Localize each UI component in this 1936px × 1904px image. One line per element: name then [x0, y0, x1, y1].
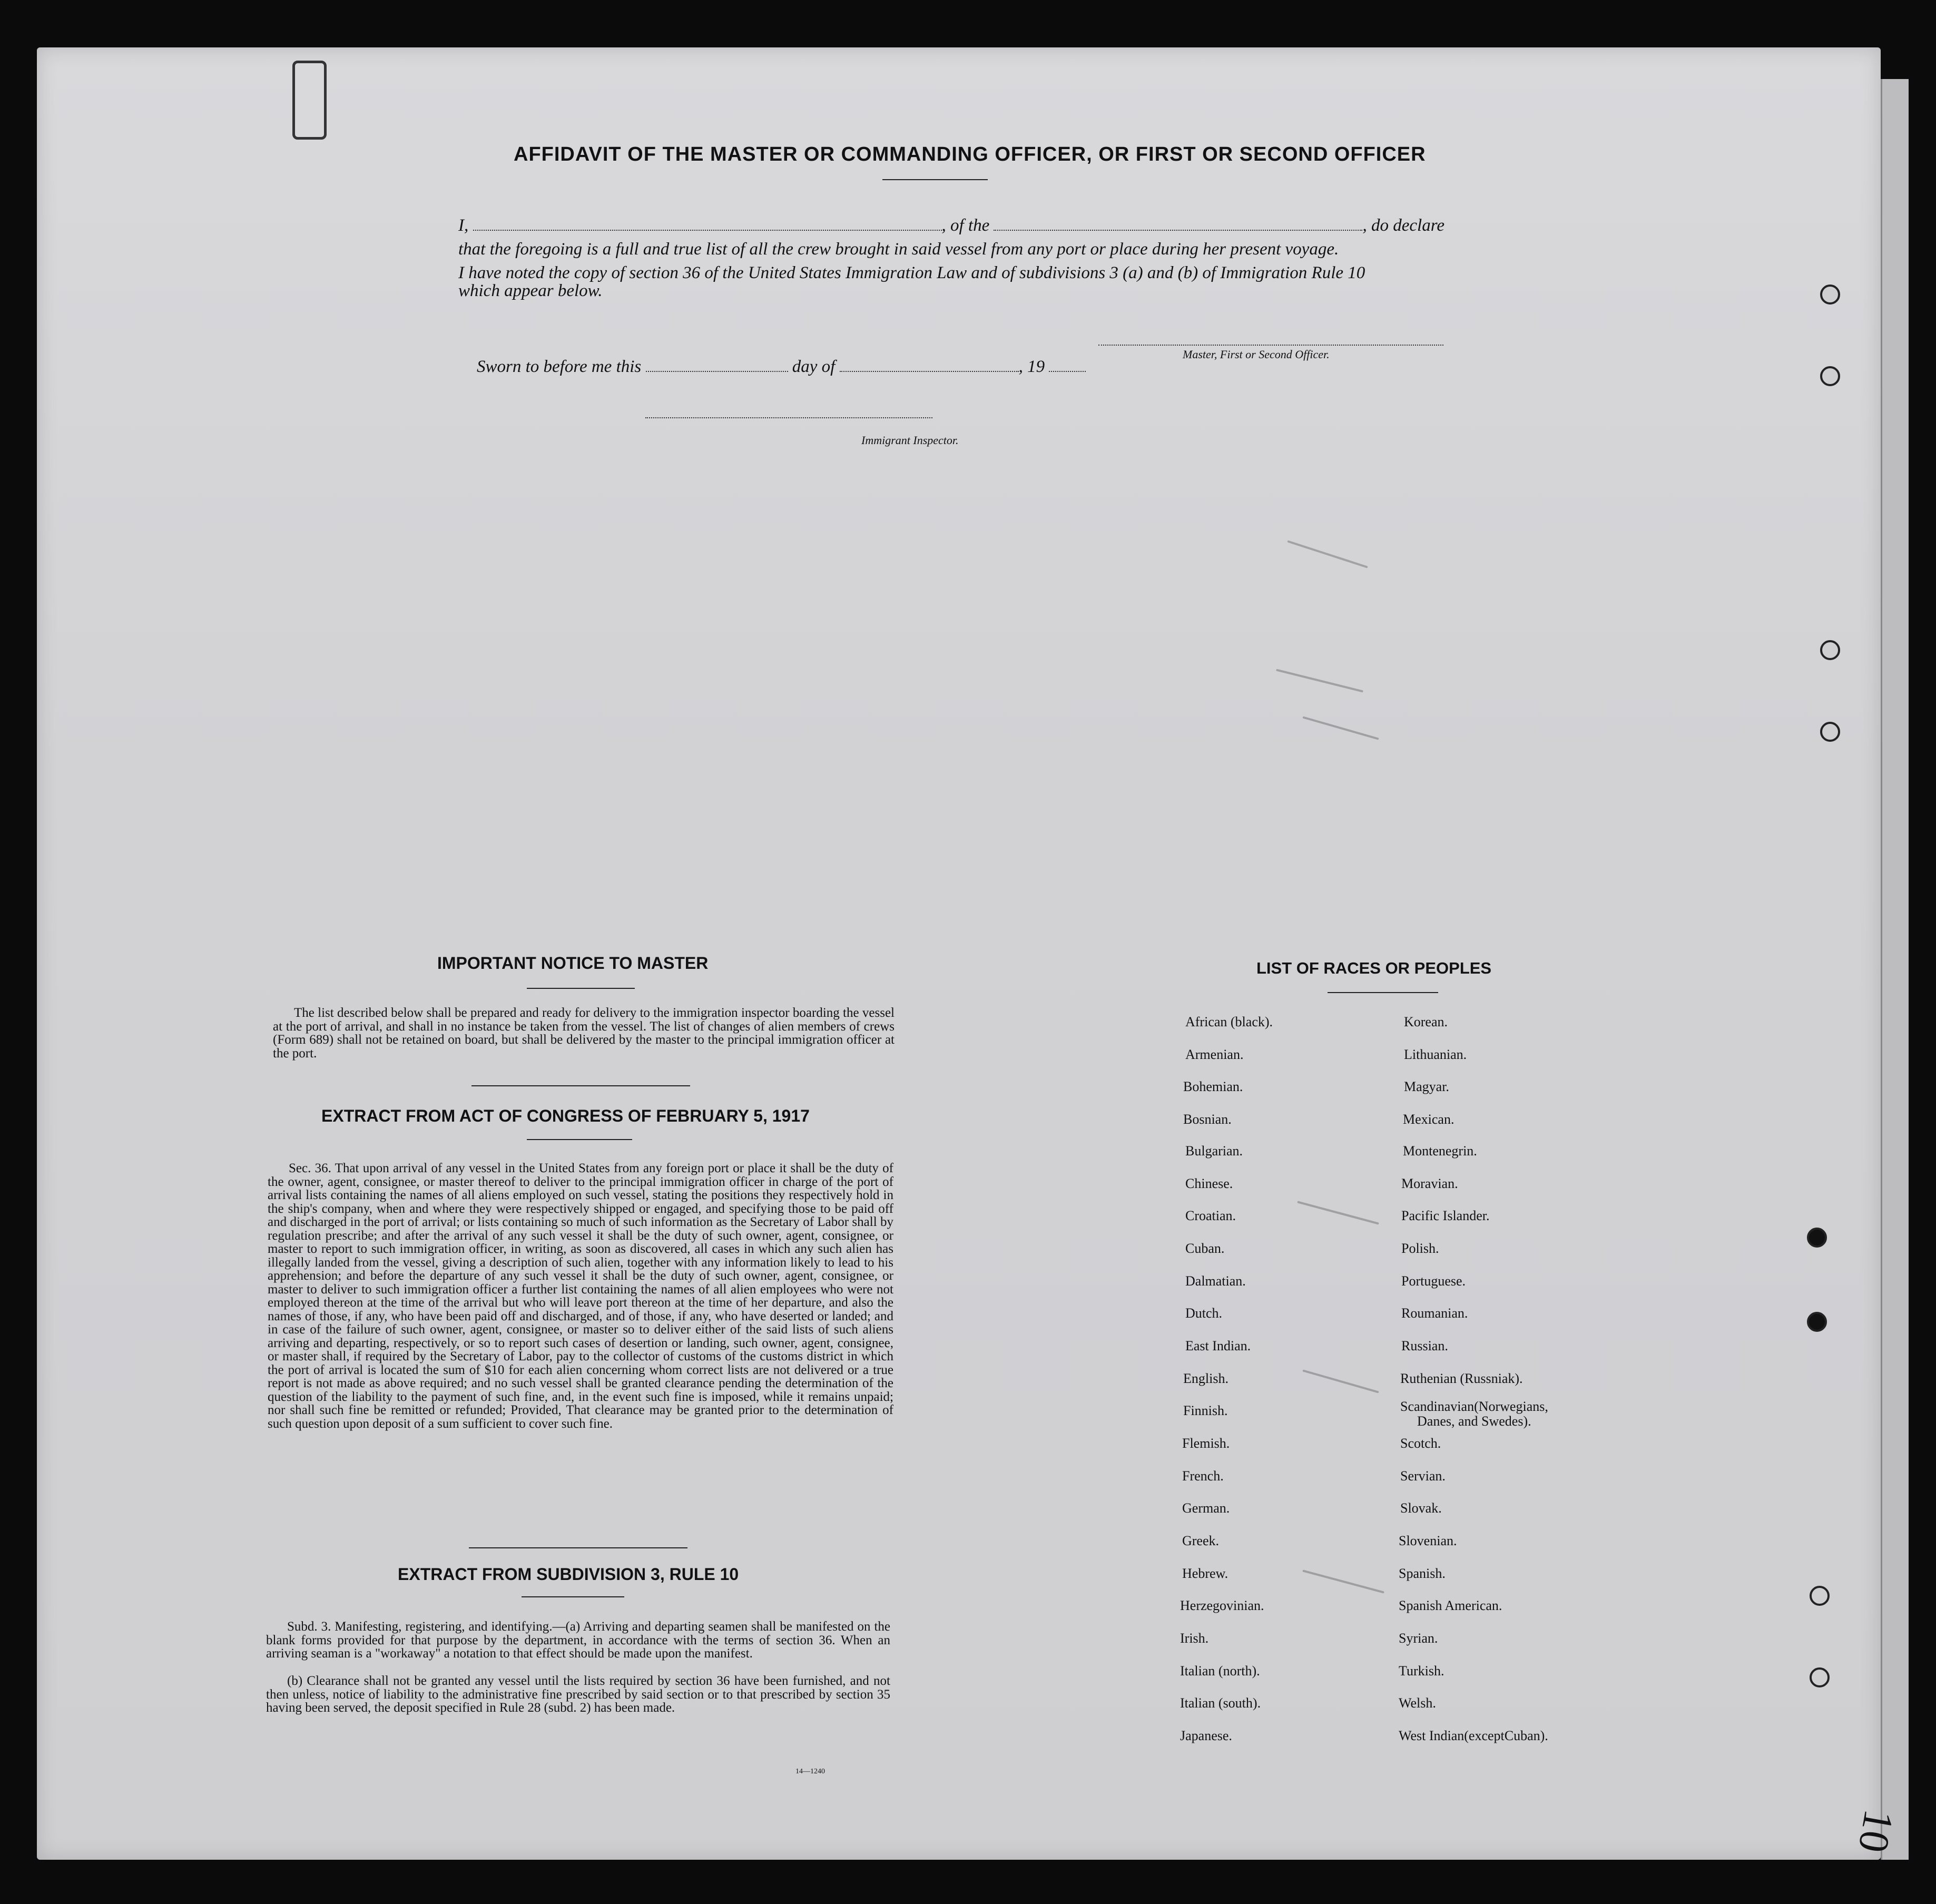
race-item: Spanish. [1399, 1566, 1446, 1581]
race-item: Montenegrin. [1403, 1143, 1477, 1159]
inspector-signature-line[interactable] [645, 416, 932, 418]
race-item: Bulgarian. [1185, 1143, 1243, 1159]
race-item: Dalmatian. [1185, 1273, 1246, 1289]
sworn-month-blank[interactable] [840, 360, 1019, 372]
rule-extract-text-a: Subd. 3. Manifesting, registering, and identifying.—(a) Arriving and departing seamen shall be manifested on the blank forms provided for that purpose by the department, in accordance with the terms of section 36. When an arriving seaman is a "workaway" a notation to that effect should be made upon the manifest. [266, 1620, 890, 1661]
race-item: Flemish. [1182, 1436, 1230, 1451]
race-item: Slovak. [1400, 1500, 1442, 1516]
binder-hole [1810, 1586, 1830, 1606]
race-item: Roumanian. [1401, 1306, 1468, 1321]
binder-hole [1807, 1312, 1827, 1332]
sworn-line [477, 357, 1086, 377]
notice-divider [527, 988, 635, 989]
binder-hole [1820, 284, 1840, 305]
affidavit-line-3: I have noted the copy of section 36 of the United States Immigration Law and of subdivisions 3 (a) and (b) of Immigration Rule 10 [458, 263, 1365, 282]
race-item: Welsh. [1399, 1695, 1436, 1711]
document-sheet [37, 47, 1881, 1860]
affidavit-i: I, [458, 216, 469, 235]
binder-hole [1820, 722, 1840, 742]
race-item: Scotch. [1400, 1436, 1441, 1451]
race-item: Magyar. [1404, 1079, 1449, 1094]
affidavit-line-2: that the foregoing is a full and true list of all the crew brought in said vessel from any port or place during her present voyage. [458, 240, 1339, 259]
race-item: Ruthenian (Russniak). [1400, 1371, 1523, 1386]
race-item: Syrian. [1399, 1631, 1438, 1646]
act-divider [527, 1139, 632, 1140]
race-item: Herzegovinian. [1180, 1598, 1264, 1613]
race-item: Bosnian. [1183, 1112, 1232, 1127]
race-item: Moravian. [1401, 1176, 1458, 1191]
race-item: Croatian. [1185, 1208, 1236, 1223]
title-divider [882, 179, 988, 180]
binder-hole [1807, 1228, 1827, 1248]
notice-title: IMPORTANT NOTICE TO MASTER [437, 954, 709, 973]
race-item: Italian (north). [1180, 1663, 1260, 1679]
races-title: LIST OF RACES OR PEOPLES [1256, 959, 1492, 977]
sworn-label: Sworn to before me this [477, 357, 642, 376]
notice-text: The list described below shall be prepared and ready for delivery to the immigration inspector boarding the vessel at the port of arrival, and shall in no instance be taken from the vessel. The list of changes of alien members of crews (Form 689) shall not be retained on board, but shall be delivered by the master to the principal immigration officer at the port. [273, 1006, 895, 1061]
race-item: Pacific Islander. [1401, 1208, 1490, 1223]
race-item: Korean. [1404, 1014, 1448, 1029]
race-item: Portuguese. [1401, 1273, 1466, 1289]
act-extract-title: EXTRACT FROM ACT OF CONGRESS OF FEBRUARY 5, 1917 [321, 1106, 810, 1125]
race-item: French. [1182, 1468, 1224, 1484]
sworn-year-blank[interactable] [1049, 360, 1086, 372]
race-item: Danes, and Swedes). [1417, 1414, 1531, 1429]
inspector-caption: Immigrant Inspector. [861, 434, 959, 447]
race-item: Polish. [1401, 1241, 1439, 1256]
race-item: Greek. [1182, 1533, 1220, 1548]
race-item: Irish. [1180, 1631, 1209, 1646]
race-item: English. [1183, 1371, 1229, 1386]
master-caption: Master, First or Second Officer. [1183, 348, 1330, 361]
race-item: Lithuanian. [1404, 1047, 1467, 1062]
section-divider [469, 1547, 687, 1548]
paper-clip [292, 61, 327, 140]
race-item: African (black). [1185, 1014, 1273, 1029]
race-item: Bohemian. [1183, 1079, 1243, 1094]
race-item: Chinese. [1185, 1176, 1233, 1191]
race-item: Slovenian. [1399, 1533, 1457, 1548]
vessel-blank[interactable] [994, 219, 1362, 231]
handwritten-page-number: 10 [1849, 1806, 1902, 1856]
rule-divider [522, 1596, 624, 1597]
rule-extract-text-b: (b) Clearance shall not be granted any vessel until the lists required by section 36 have been furnished, and not then unless, notice of liability to the administrative fine prescribed by said section or to that prescribed by section 35 having been served, the deposit specified in Rule 28 (subd. 2) has been made. [266, 1674, 890, 1715]
race-item: Japanese. [1180, 1728, 1232, 1743]
binder-hole [1820, 366, 1840, 386]
binder-hole [1810, 1667, 1830, 1687]
race-item: Italian (south). [1180, 1695, 1261, 1711]
affidavit-line-4: which appear below. [458, 281, 603, 300]
day-of-label: day of [792, 357, 836, 376]
race-item: Cuban. [1185, 1241, 1225, 1256]
race-item: West Indian(exceptCuban). [1399, 1728, 1548, 1743]
name-blank[interactable] [473, 219, 942, 231]
act-extract-text: Sec. 36. That upon arrival of any vessel in the United States from any foreign port or place it shall be the duty of the owner, agent, consignee, or master thereof to deliver to the principal immigration officer in charge of the port of arrival lists containing the names of all aliens employed on such vessel, stating the positions they respectively hold in the ship's company, when and where they were respectively shipped or engaged, and specifying those to be paid off and discharged in the port of arrival; or lists containing so much of such information as the Secretary of Labor shall by regulation prescribe; and after the arrival of any such vessel it shall be the duty of such owner, agent, consignee, or master to report to such immigration officer, in writing, as soon as discovered, all cases in which any such alien has illegally landed from the vessel, giving a description of such alien, together with any information likely to lead to his apprehension; and before the departure of any such vessel it shall be the duty of such owner, agent, consignee, or master to deliver to such immigration officer a further list containing the names of all alien employees who were not employed thereon at the time of the arrival but who will leave port thereon at the time of her departure, and also the names of those, if any, who have been paid off and discharged, and of those, if any, who have deserted or landed; and in case of the failure of such owner, agent, consignee, or master so to deliver either of the said lists of such aliens arriving and departing, respectively, or so to report such cases of desertion or landing, such owner, agent, consignee, or master shall, if required by the Secretary of Labor, pay to the collector of customs of the customs district in which the port of arrival is located the sum of $10 for each alien concerning whom correct lists are not delivered or a true report is not made as above required; and no such vessel shall be granted clearance pending the determination of the question of the liability to the payment of such fine, and, in the event such fine is imposed, while it remains unpaid; nor shall such fine be remitted or refunded; Provided, That clearance may be granted prior to the determination of such question upon deposit of a sum sufficient to cover such fine. [268, 1161, 893, 1431]
affidavit-line-1 [458, 216, 1444, 235]
section-divider [471, 1085, 690, 1086]
race-item: Scandinavian(Norwegians, [1400, 1399, 1548, 1414]
race-item: Finnish. [1183, 1403, 1228, 1418]
races-divider [1328, 992, 1438, 993]
race-item: Mexican. [1403, 1112, 1455, 1127]
race-item: East Indian. [1185, 1338, 1251, 1353]
binder-hole [1820, 640, 1840, 660]
race-item: Armenian. [1185, 1047, 1244, 1062]
race-item: Servian. [1400, 1468, 1446, 1484]
race-item: German. [1182, 1500, 1230, 1516]
affidavit-of-the: , of the [941, 216, 990, 235]
race-item: Dutch. [1185, 1306, 1223, 1321]
affidavit-declare: , do declare [1362, 216, 1444, 235]
race-item: Hebrew. [1182, 1566, 1229, 1581]
race-item: Spanish American. [1399, 1598, 1502, 1613]
year-label: , 19 [1018, 357, 1045, 376]
underlying-sheet-edge [1881, 79, 1909, 1860]
rule-extract-title: EXTRACT FROM SUBDIVISION 3, RULE 10 [398, 1565, 739, 1584]
master-signature-line[interactable] [1098, 343, 1443, 346]
race-item: Turkish. [1399, 1663, 1444, 1679]
race-item: Russian. [1401, 1338, 1448, 1353]
affidavit-title: AFFIDAVIT OF THE MASTER OR COMMANDING OFFICER, OR FIRST OR SECOND OFFICER [514, 143, 1426, 165]
sworn-day-blank[interactable] [646, 360, 788, 372]
form-code: 14—1240 [795, 1768, 825, 1775]
